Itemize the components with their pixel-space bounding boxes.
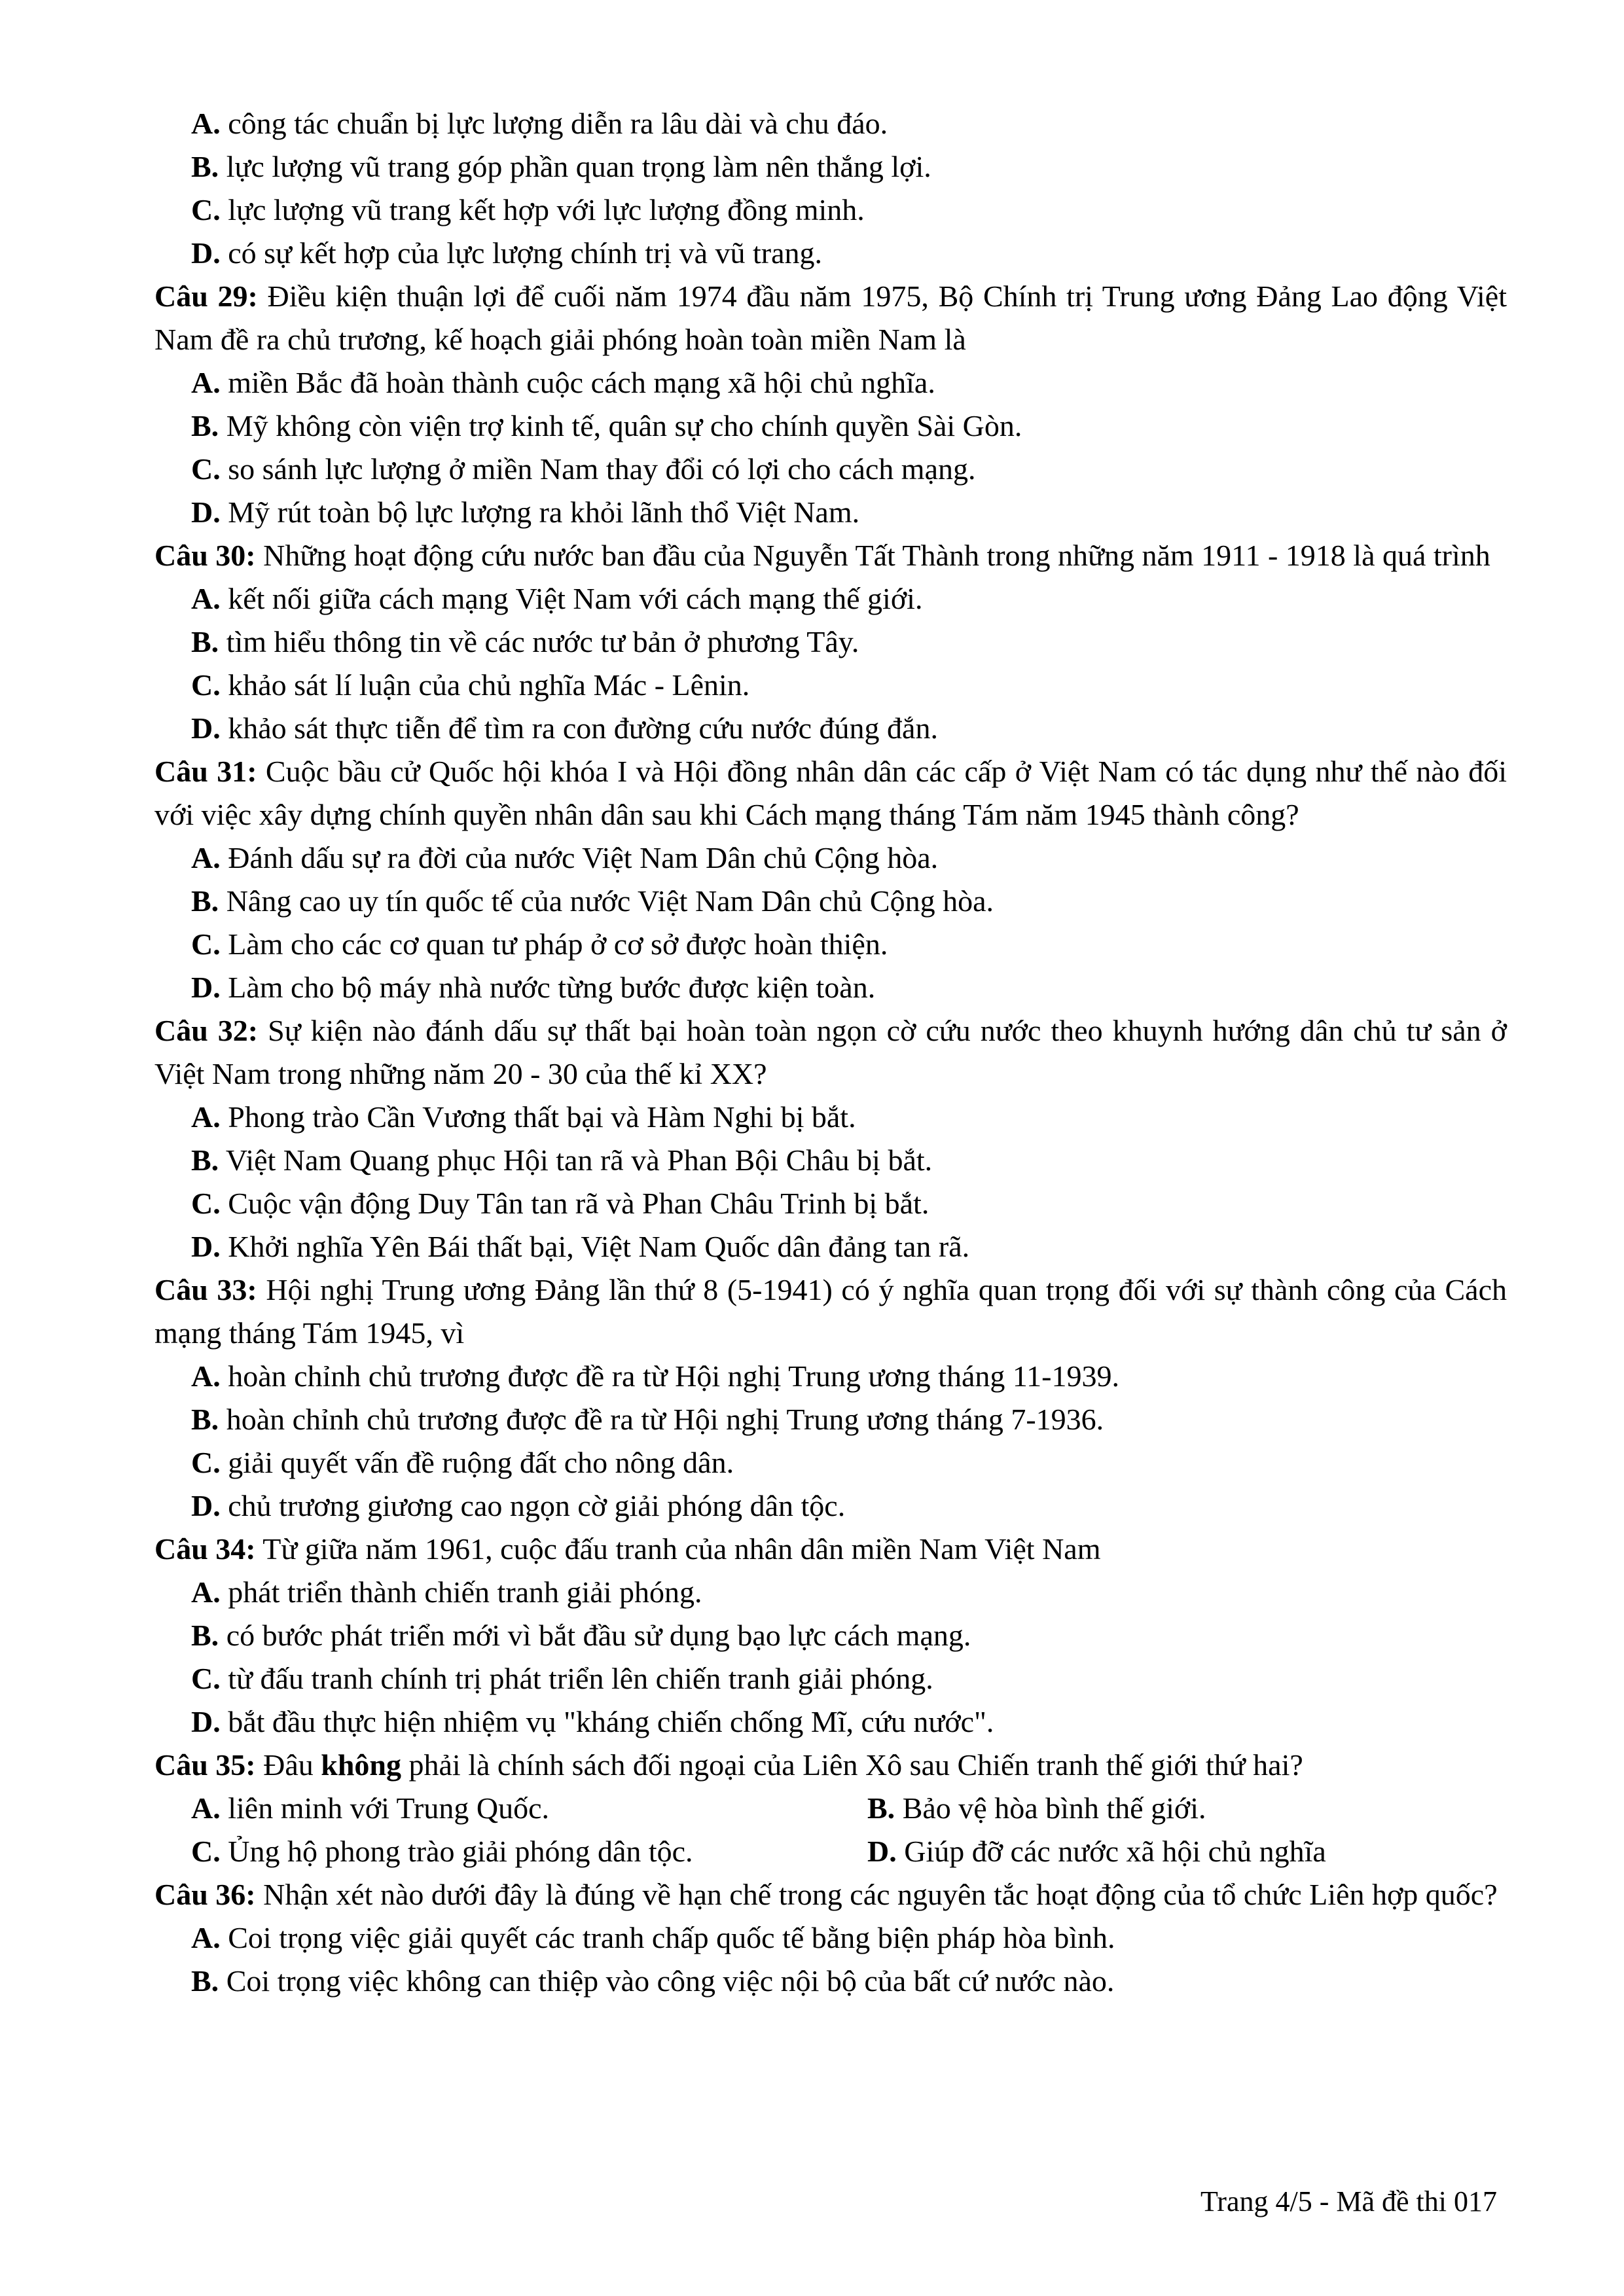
option-text: Mỹ rút toàn bộ lực lượng ra khỏi lãnh thổ Việt Nam. xyxy=(228,495,860,529)
option-line xyxy=(154,1182,1507,1225)
option-label: A. xyxy=(191,366,221,399)
question-text: Từ giữa năm 1961, cuộc đấu tranh của nhân dân miền Nam Việt Nam xyxy=(262,1532,1101,1566)
option-text: Ủng hộ phong trào giải phóng dân tộc. xyxy=(228,1835,693,1868)
option-text: bắt đầu thực hiện nhiệm vụ "kháng chiến chống Mĩ, cứu nước". xyxy=(228,1705,994,1738)
option-label: C. xyxy=(191,193,221,226)
option-line xyxy=(154,188,1507,232)
option-line xyxy=(831,1787,1507,1830)
option-text: Đánh dấu sự ra đời của nước Việt Nam Dân chủ Cộng hòa. xyxy=(228,841,939,874)
option-text: có sự kết hợp của lực lượng chính trị và vũ trang. xyxy=(228,236,823,270)
option-line xyxy=(154,232,1507,275)
question-text: Những hoạt động cứu nước ban đầu của Nguyễn Tất Thành trong những năm 1911 - 1918 là quá trình xyxy=(263,539,1490,572)
option-label: D. xyxy=(191,971,221,1004)
option-label: D. xyxy=(191,1489,221,1522)
option-line xyxy=(154,1960,1507,2003)
option-label: C. xyxy=(191,1446,221,1479)
option-text: liên minh với Trung Quốc. xyxy=(228,1791,549,1825)
option-label: A. xyxy=(191,1100,221,1134)
option-label: A. xyxy=(191,841,221,874)
question-stem xyxy=(154,750,1507,836)
option-text: Phong trào Cần Vương thất bại và Hàm Nghi bị bắt. xyxy=(228,1100,856,1134)
option-label: A. xyxy=(191,1921,221,1954)
option-text: lực lượng vũ trang góp phần quan trọng làm nên thắng lợi. xyxy=(226,150,931,183)
option-label: C. xyxy=(191,452,221,486)
option-line xyxy=(831,1830,1507,1873)
option-text: phát triển thành chiến tranh giải phóng. xyxy=(228,1575,702,1609)
option-line xyxy=(154,1571,1507,1614)
option-text: lực lượng vũ trang kết hợp với lực lượng đồng minh. xyxy=(228,193,865,226)
option-line xyxy=(154,1787,831,1830)
option-text: so sánh lực lượng ở miền Nam thay đổi có lợi cho cách mạng. xyxy=(228,452,976,486)
question-block-31 xyxy=(154,750,1507,1009)
option-line xyxy=(154,1700,1507,1744)
option-text: hoàn chỉnh chủ trương được đề ra từ Hội nghị Trung ương tháng 7-1936. xyxy=(226,1403,1104,1436)
option-label: A. xyxy=(191,1575,221,1609)
question-text-emphasis: không xyxy=(321,1748,402,1782)
question-stem xyxy=(154,1873,1507,1916)
question-number: Câu 36: xyxy=(154,1878,256,1911)
option-text: hoàn chỉnh chủ trương được đề ra từ Hội nghị Trung ương tháng 11-1939. xyxy=(228,1359,1119,1393)
question-block-32 xyxy=(154,1009,1507,1268)
option-label: D. xyxy=(191,1230,221,1263)
option-line xyxy=(154,1225,1507,1268)
option-text: chủ trương giương cao ngọn cờ giải phóng dân tộc. xyxy=(228,1489,846,1522)
question-number: Câu 31: xyxy=(154,755,257,788)
option-line xyxy=(154,448,1507,491)
question-block-36 xyxy=(154,1873,1507,2003)
question-number: Câu 30: xyxy=(154,539,256,572)
option-label: C. xyxy=(191,668,221,702)
option-label: B. xyxy=(191,625,219,658)
question-number: Câu 29: xyxy=(154,279,258,313)
option-text: Làm cho các cơ quan tư pháp ở cơ sở được hoàn thiện. xyxy=(228,927,888,961)
question-block-34 xyxy=(154,1528,1507,1744)
option-text: từ đấu tranh chính trị phát triển lên chiến tranh giải phóng. xyxy=(228,1662,933,1695)
option-line xyxy=(154,1484,1507,1528)
question-text-post: phải là chính sách đối ngoại của Liên Xô sau Chiến tranh thế giới thứ hai? xyxy=(408,1748,1303,1782)
option-label: B. xyxy=(191,409,219,442)
option-text: Việt Nam Quang phục Hội tan rã và Phan Bội Châu bị bắt. xyxy=(225,1143,933,1177)
option-label: C. xyxy=(191,1187,221,1220)
option-label: B. xyxy=(191,150,219,183)
option-text: Coi trọng việc giải quyết các tranh chấp quốc tế bằng biện pháp hòa bình. xyxy=(228,1921,1115,1954)
option-text: Cuộc vận động Duy Tân tan rã và Phan Châu Trinh bị bắt. xyxy=(228,1187,929,1220)
option-line xyxy=(154,1355,1507,1398)
option-text: tìm hiểu thông tin về các nước tư bản ở phương Tây. xyxy=(226,625,859,658)
option-label: D. xyxy=(191,1705,221,1738)
option-text: Làm cho bộ máy nhà nước từng bước được kiện toàn. xyxy=(228,971,876,1004)
option-text: kết nối giữa cách mạng Việt Nam với cách mạng thế giới. xyxy=(228,582,923,615)
option-line xyxy=(154,620,1507,664)
question-stem xyxy=(154,1528,1507,1571)
question-text: Hội nghị Trung ương Đảng lần thứ 8 (5-1941) có ý nghĩa quan trọng đối với sự thành công của Cách mạng tháng Tám 1945, vì xyxy=(154,1273,1507,1350)
question-stem xyxy=(154,275,1507,361)
question-block-30 xyxy=(154,534,1507,750)
option-text: miền Bắc đã hoàn thành cuộc cách mạng xã hội chủ nghĩa. xyxy=(228,366,935,399)
option-label: A. xyxy=(191,1359,221,1393)
option-line xyxy=(154,836,1507,880)
option-line xyxy=(154,1139,1507,1182)
option-text: giải quyết vấn đề ruộng đất cho nông dân. xyxy=(228,1446,734,1479)
option-text: Giúp đỡ các nước xã hội chủ nghĩa xyxy=(904,1835,1326,1868)
option-text: Nâng cao uy tín quốc tế của nước Việt Nam Dân chủ Cộng hòa. xyxy=(226,884,994,918)
exam-content xyxy=(154,102,1507,2003)
option-line xyxy=(154,707,1507,750)
option-label: B. xyxy=(191,1143,219,1177)
option-line xyxy=(154,880,1507,923)
option-line xyxy=(154,1614,1507,1657)
question-text: Sự kiện nào đánh dấu sự thất bại hoàn toàn ngọn cờ cứu nước theo khuynh hướng dân chủ tư sản ở Việt Nam trong những năm 20 - 30 của thế kỉ XX? xyxy=(154,1014,1507,1090)
option-label: A. xyxy=(191,1791,221,1825)
option-label: D. xyxy=(191,711,221,745)
option-label: A. xyxy=(191,582,221,615)
option-line xyxy=(154,404,1507,448)
option-line xyxy=(154,664,1507,707)
option-line xyxy=(154,577,1507,620)
options-two-column xyxy=(154,1787,1507,1873)
question-stem xyxy=(154,1744,1507,1787)
question-stem xyxy=(154,534,1507,577)
question-text: Nhận xét nào dưới đây là đúng về hạn chế trong các nguyên tắc hoạt động của tổ chức Liên hợp quốc? xyxy=(263,1878,1498,1911)
option-text: Mỹ không còn viện trợ kinh tế, quân sự cho chính quyền Sài Gòn. xyxy=(226,409,1022,442)
page-footer: Trang 4/5 - Mã đề thi 017 xyxy=(1200,2185,1497,2217)
question-number: Câu 33: xyxy=(154,1273,257,1306)
question-block-29 xyxy=(154,275,1507,534)
option-label: D. xyxy=(867,1835,897,1868)
option-label: B. xyxy=(191,1403,219,1436)
option-label: B. xyxy=(867,1791,895,1825)
question-block-33 xyxy=(154,1268,1507,1528)
option-label: A. xyxy=(191,107,221,140)
option-line xyxy=(154,361,1507,404)
question-stem xyxy=(154,1009,1507,1096)
option-label: B. xyxy=(191,1619,219,1652)
option-line xyxy=(154,102,1507,145)
question-stem xyxy=(154,1268,1507,1355)
option-label: B. xyxy=(191,1964,219,1998)
option-label: D. xyxy=(191,236,221,270)
option-label: B. xyxy=(191,884,219,918)
option-line xyxy=(154,1657,1507,1700)
option-line xyxy=(154,1096,1507,1139)
option-label: C. xyxy=(191,1662,221,1695)
option-label: C. xyxy=(191,927,221,961)
option-text: khảo sát thực tiễn để tìm ra con đường cứu nước đúng đắn. xyxy=(228,711,938,745)
option-line xyxy=(154,966,1507,1009)
option-text: Bảo vệ hòa bình thế giới. xyxy=(902,1791,1206,1825)
question-text: Điều kiện thuận lợi để cuối năm 1974 đầu năm 1975, Bộ Chính trị Trung ương Đảng Lao động Việt Nam đề ra chủ trương, kế hoạch giải phóng hoàn toàn miền Nam là xyxy=(154,279,1507,356)
option-line xyxy=(154,1916,1507,1960)
option-text: công tác chuẩn bị lực lượng diễn ra lâu dài và chu đáo. xyxy=(228,107,888,140)
option-line xyxy=(154,923,1507,966)
question-text-pre: Đâu xyxy=(263,1748,314,1782)
option-text: có bước phát triển mới vì bắt đầu sử dụng bạo lực cách mạng. xyxy=(226,1619,971,1652)
option-text: Coi trọng việc không can thiệp vào công việc nội bộ của bất cứ nước nào. xyxy=(226,1964,1115,1998)
question-number: Câu 32: xyxy=(154,1014,259,1047)
question-text: Cuộc bầu cử Quốc hội khóa I và Hội đồng nhân dân các cấp ở Việt Nam có tác dụng như thế nào đối với việc xây dựng chính quyền nhân dân sau khi Cách mạng tháng Tám năm 1945 thành công? xyxy=(154,755,1507,831)
option-text: Khởi nghĩa Yên Bái thất bại, Việt Nam Quốc dân đảng tan rã. xyxy=(228,1230,970,1263)
option-label: D. xyxy=(191,495,221,529)
option-line xyxy=(154,1441,1507,1484)
question-block-35 xyxy=(154,1744,1507,1873)
option-label: C. xyxy=(191,1835,221,1868)
question-number: Câu 35: xyxy=(154,1748,256,1782)
option-line xyxy=(154,491,1507,534)
option-line xyxy=(154,1830,831,1873)
option-line xyxy=(154,1398,1507,1441)
option-line xyxy=(154,145,1507,188)
question-number: Câu 34: xyxy=(154,1532,256,1566)
option-text: khảo sát lí luận của chủ nghĩa Mác - Lênin. xyxy=(228,668,750,702)
